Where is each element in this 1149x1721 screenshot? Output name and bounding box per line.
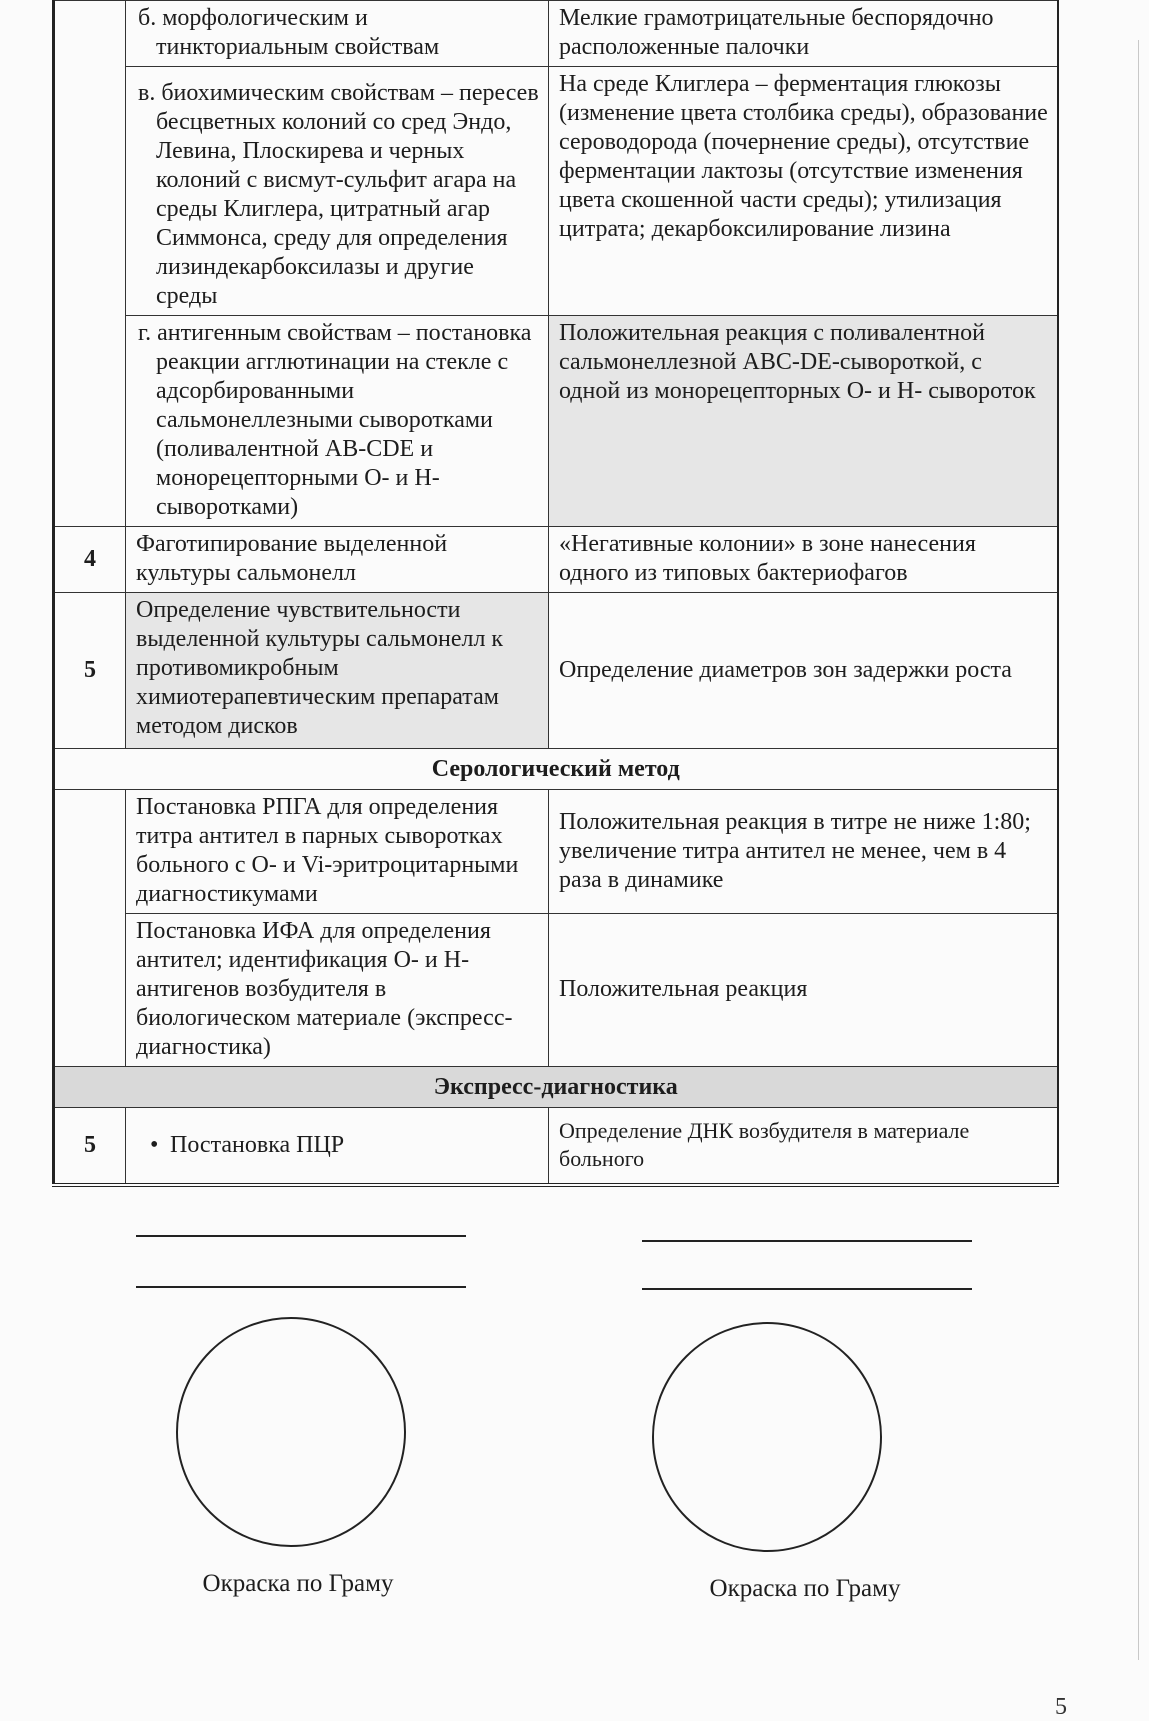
results-table bbox=[52, 0, 1059, 1187]
row-number bbox=[54, 1, 126, 527]
result-cell: Определение диаметров зон задержки роста bbox=[549, 593, 1058, 749]
row-number: 4 bbox=[54, 527, 126, 593]
blank-line[interactable] bbox=[136, 1235, 466, 1237]
blank-line[interactable] bbox=[642, 1240, 972, 1242]
table-row bbox=[54, 1, 1058, 67]
method-cell: Определение чувствительности выделенной культуры сальмонелл к противомикробным химиотерапевтическим препаратам методом дисков bbox=[126, 593, 549, 749]
section-header-serology: Серологический метод bbox=[54, 749, 1058, 790]
method-cell: г. антигенным свойствам – постановка реакции агглютинации на стекле с адсорбированными сальмонеллезными сыворотками (поливалентной АВ-CDE и монорецепторными О- и Н-сыворотками) bbox=[138, 320, 532, 520]
result-cell: Мелкие грамотрицательные беспорядочно расположенные палочки bbox=[549, 1, 1058, 67]
result-cell: «Негативные колонии» в зоне нанесения одного из типовых бактериофагов bbox=[549, 527, 1058, 593]
method-cell: Постановка ПЦР bbox=[170, 1132, 345, 1158]
row-number: 5 bbox=[54, 593, 126, 749]
bullet-icon: • bbox=[150, 1132, 159, 1158]
method-cell: в. биохимическим свойствам – пересев бесцветных колоний со сред Эндо, Левина, Плоскирева и черных колоний с висмут-сульфит агара на среды Клиглера, цитратный агар Симмонса, среду для определения лизиндекарбоксилазы и другие среды bbox=[138, 80, 539, 309]
table-row bbox=[54, 1108, 1058, 1186]
blank-line[interactable] bbox=[642, 1288, 972, 1290]
method-cell: Фаготипирование выделенной культуры сальмонелл bbox=[126, 527, 549, 593]
section-header-express: Экспресс-диагностика bbox=[54, 1067, 1058, 1108]
method-cell: Постановка ИФА для определения антител; идентификация О- и Н-антигенов возбудителя в биологическом материале (экспресс-диагностика) bbox=[126, 914, 549, 1067]
result-cell: Положительная реакция с поливалентной сальмонеллезной АВС-DE-сывороткой, с одной из монорецепторных О- и Н- сывороток bbox=[549, 316, 1058, 527]
row-number: 5 bbox=[54, 1108, 126, 1186]
result-cell: На среде Клиглера – ферментация глюкозы (изменение цвета столбика среды), образование сероводорода (почернение среды), отсутствие ферментации лактозы (отсутствие изменения цвета скошенной части среды); утилизация цитрата; декарбоксилирование лизина bbox=[549, 67, 1058, 316]
table-row bbox=[54, 593, 1058, 749]
table-row bbox=[54, 790, 1058, 914]
result-cell: Определение ДНК возбудителя в материале больного bbox=[549, 1108, 1058, 1186]
page-number: 5 bbox=[1055, 1694, 1067, 1720]
result-cell: Положительная реакция bbox=[549, 914, 1058, 1067]
left-caption: Окраска по Граму bbox=[202, 1570, 394, 1597]
table-row bbox=[54, 914, 1058, 1067]
method-cell: Постановка РПГА для определения титра антител в парных сыворотках больного с О- и Vi-эритроцитарными диагностикумами bbox=[126, 790, 549, 914]
right-caption: Окраска по Граму bbox=[709, 1575, 901, 1602]
table-row bbox=[54, 67, 1058, 316]
table-row bbox=[54, 316, 1058, 527]
result-cell: Положительная реакция в титре не ниже 1:80; увеличение титра антител не менее, чем в 4 раза в динамике bbox=[549, 790, 1058, 914]
drawing-circle-left[interactable] bbox=[176, 1317, 406, 1547]
blank-line[interactable] bbox=[136, 1286, 466, 1288]
page-edge bbox=[1138, 40, 1139, 1660]
drawing-circle-right[interactable] bbox=[652, 1322, 882, 1552]
table-row bbox=[54, 527, 1058, 593]
method-cell: б. морфологическим и тинкториальным свойствам bbox=[138, 5, 440, 60]
